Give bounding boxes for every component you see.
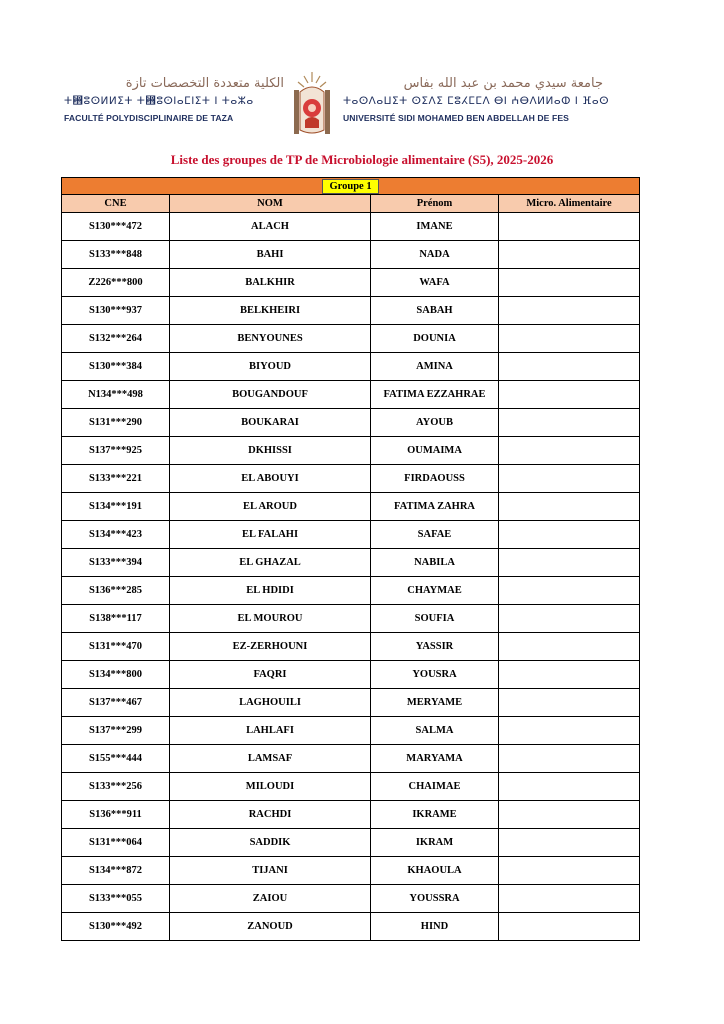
cne-cell: S130***937: [62, 297, 170, 325]
prenom-cell: AMINA: [371, 353, 499, 381]
table-row: [62, 241, 640, 269]
cne-cell: S134***423: [62, 521, 170, 549]
micro-alimentaire-cell: [499, 381, 640, 409]
prenom-cell: IMANE: [371, 213, 499, 241]
column-header-cne: CNE: [62, 195, 170, 213]
nom-cell: EZ-ZERHOUNI: [170, 633, 371, 661]
micro-alimentaire-cell: [499, 353, 640, 381]
university-name-arabic: جامعة سيدي محمد بن عبد الله بفاس: [403, 76, 603, 91]
groups-table: [61, 177, 640, 941]
micro-alimentaire-cell: [499, 913, 640, 941]
micro-alimentaire-cell: [499, 577, 640, 605]
prenom-cell: HIND: [371, 913, 499, 941]
prenom-cell: FATIMA EZZAHRAE: [371, 381, 499, 409]
prenom-cell: DOUNIA: [371, 325, 499, 353]
nom-cell: SADDIK: [170, 829, 371, 857]
prenom-cell: SOUFIA: [371, 605, 499, 633]
micro-alimentaire-cell: [499, 437, 640, 465]
micro-alimentaire-cell: [499, 773, 640, 801]
micro-alimentaire-cell: [499, 297, 640, 325]
micro-alimentaire-cell: [499, 661, 640, 689]
micro-alimentaire-cell: [499, 829, 640, 857]
university-crest-icon: [286, 68, 338, 138]
micro-alimentaire-cell: [499, 493, 640, 521]
micro-alimentaire-cell: [499, 213, 640, 241]
column-header-prenom: Prénom: [371, 195, 499, 213]
nom-cell: ALACH: [170, 213, 371, 241]
cne-cell: S137***467: [62, 689, 170, 717]
table-row: [62, 661, 640, 689]
cne-cell: S131***064: [62, 829, 170, 857]
prenom-cell: CHAYMAE: [371, 577, 499, 605]
table-row: [62, 325, 640, 353]
column-header-row: [62, 195, 640, 213]
prenom-cell: NABILA: [371, 549, 499, 577]
prenom-cell: YOUSRA: [371, 661, 499, 689]
table-row: [62, 885, 640, 913]
column-header-micro-alimentaire: Micro. Alimentaire: [499, 195, 640, 213]
cne-cell: S155***444: [62, 745, 170, 773]
prenom-cell: OUMAIMA: [371, 437, 499, 465]
table-row: [62, 437, 640, 465]
cne-cell: S137***925: [62, 437, 170, 465]
micro-alimentaire-cell: [499, 549, 640, 577]
prenom-cell: SABAH: [371, 297, 499, 325]
table-row: [62, 633, 640, 661]
nom-cell: BELKHEIRI: [170, 297, 371, 325]
nom-cell: MILOUDI: [170, 773, 371, 801]
prenom-cell: YOUSSRA: [371, 885, 499, 913]
cne-cell: S134***872: [62, 857, 170, 885]
micro-alimentaire-cell: [499, 409, 640, 437]
micro-alimentaire-cell: [499, 745, 640, 773]
cne-cell: S133***256: [62, 773, 170, 801]
prenom-cell: AYOUB: [371, 409, 499, 437]
cne-cell: S133***848: [62, 241, 170, 269]
nom-cell: BAHI: [170, 241, 371, 269]
micro-alimentaire-cell: [499, 689, 640, 717]
table-row: [62, 381, 640, 409]
faculty-name-arabic: الكلية متعددة التخصصات تازة: [125, 76, 284, 91]
cne-cell: S133***394: [62, 549, 170, 577]
prenom-cell: FIRDAOUSS: [371, 465, 499, 493]
prenom-cell: KHAOULA: [371, 857, 499, 885]
nom-cell: EL GHAZAL: [170, 549, 371, 577]
nom-cell: EL FALAHI: [170, 521, 371, 549]
cne-cell: S137***299: [62, 717, 170, 745]
table-row: [62, 773, 640, 801]
nom-cell: BOUKARAI: [170, 409, 371, 437]
prenom-cell: IKRAME: [371, 801, 499, 829]
table-row: [62, 353, 640, 381]
group-band: [62, 178, 640, 195]
micro-alimentaire-cell: [499, 521, 640, 549]
prenom-cell: CHAIMAE: [371, 773, 499, 801]
nom-cell: EL MOUROU: [170, 605, 371, 633]
table-row: [62, 745, 640, 773]
prenom-cell: IKRAM: [371, 829, 499, 857]
cne-cell: S138***117: [62, 605, 170, 633]
table-row: [62, 913, 640, 941]
table-row: [62, 801, 640, 829]
prenom-cell: MERYAME: [371, 689, 499, 717]
nom-cell: TIJANI: [170, 857, 371, 885]
prenom-cell: NADA: [371, 241, 499, 269]
prenom-cell: SALMA: [371, 717, 499, 745]
micro-alimentaire-cell: [499, 241, 640, 269]
table-row: [62, 605, 640, 633]
table-body: [62, 213, 640, 941]
nom-cell: FAQRI: [170, 661, 371, 689]
micro-alimentaire-cell: [499, 325, 640, 353]
groups-table-wrapper: [61, 177, 639, 941]
cne-cell: S131***290: [62, 409, 170, 437]
page-header: [0, 68, 724, 138]
nom-cell: DKHISSI: [170, 437, 371, 465]
cne-cell: S133***055: [62, 885, 170, 913]
nom-cell: EL ABOUYI: [170, 465, 371, 493]
page-title: Liste des groupes de TP de Microbiologie alimentaire (S5), 2025-2026: [170, 152, 554, 167]
nom-cell: RACHDI: [170, 801, 371, 829]
group-row: [62, 178, 640, 195]
prenom-cell: FATIMA ZAHRA: [371, 493, 499, 521]
nom-cell: ZANOUD: [170, 913, 371, 941]
nom-cell: LAHLAFI: [170, 717, 371, 745]
cne-cell: S131***470: [62, 633, 170, 661]
micro-alimentaire-cell: [499, 465, 640, 493]
table-row: [62, 493, 640, 521]
table-row: [62, 577, 640, 605]
nom-cell: EL HDIDI: [170, 577, 371, 605]
nom-cell: BOUGANDOUF: [170, 381, 371, 409]
table-row: [62, 829, 640, 857]
micro-alimentaire-cell: [499, 717, 640, 745]
cne-cell: S130***384: [62, 353, 170, 381]
cne-cell: S134***191: [62, 493, 170, 521]
nom-cell: LAGHOUILI: [170, 689, 371, 717]
column-header-nom: NOM: [170, 195, 371, 213]
university-name-french: UNIVERSITÉ SIDI MOHAMED BEN ABDELLAH DE FES: [343, 113, 569, 123]
table-row: [62, 689, 640, 717]
micro-alimentaire-cell: [499, 269, 640, 297]
cne-cell: S133***221: [62, 465, 170, 493]
nom-cell: LAMSAF: [170, 745, 371, 773]
prenom-cell: YASSIR: [371, 633, 499, 661]
cne-cell: S134***800: [62, 661, 170, 689]
nom-cell: BENYOUNES: [170, 325, 371, 353]
nom-cell: BALKHIR: [170, 269, 371, 297]
table-row: [62, 549, 640, 577]
table-row: [62, 521, 640, 549]
micro-alimentaire-cell: [499, 633, 640, 661]
prenom-cell: WAFA: [371, 269, 499, 297]
university-name-tifinagh: ⵜⴰⵙⴷⴰⵡⵉⵜ ⵙⵉⴷⵉ ⵎⵓⵃⵎⵎⴷ ⴱⵏ ⵄⴱⴷⵍⵍⴰⵀ ⵏ ⴼⴰⵙ: [343, 95, 610, 107]
cne-cell: Z226***800: [62, 269, 170, 297]
cne-cell: S130***492: [62, 913, 170, 941]
micro-alimentaire-cell: [499, 885, 640, 913]
faculty-name-french: FACULTÉ POLYDISCIPLINAIRE DE TAZA: [64, 113, 234, 123]
nom-cell: EL AROUD: [170, 493, 371, 521]
nom-cell: BIYOUD: [170, 353, 371, 381]
cne-cell: S132***264: [62, 325, 170, 353]
faculty-block: [64, 76, 284, 125]
prenom-cell: MARYAMA: [371, 745, 499, 773]
cne-cell: S136***911: [62, 801, 170, 829]
group-label: Groupe 1: [322, 179, 378, 194]
table-row: [62, 465, 640, 493]
table-row: [62, 857, 640, 885]
micro-alimentaire-cell: [499, 605, 640, 633]
university-block: [343, 76, 610, 125]
table-row: [62, 269, 640, 297]
micro-alimentaire-cell: [499, 801, 640, 829]
table-row: [62, 409, 640, 437]
cne-cell: N134***498: [62, 381, 170, 409]
cne-cell: S136***285: [62, 577, 170, 605]
table-row: [62, 213, 640, 241]
cne-cell: S130***472: [62, 213, 170, 241]
prenom-cell: SAFAE: [371, 521, 499, 549]
nom-cell: ZAIOU: [170, 885, 371, 913]
faculty-name-tifinagh: ⵜ⴫ⵓⵙⵍⵍⵉⵜ ⵜ⴫ⵓⵙⵏⴰⵎⵏⵉⵜ ⵏ ⵜⴰⵣⴰ: [64, 95, 254, 107]
micro-alimentaire-cell: [499, 857, 640, 885]
table-row: [62, 297, 640, 325]
table-row: [62, 717, 640, 745]
